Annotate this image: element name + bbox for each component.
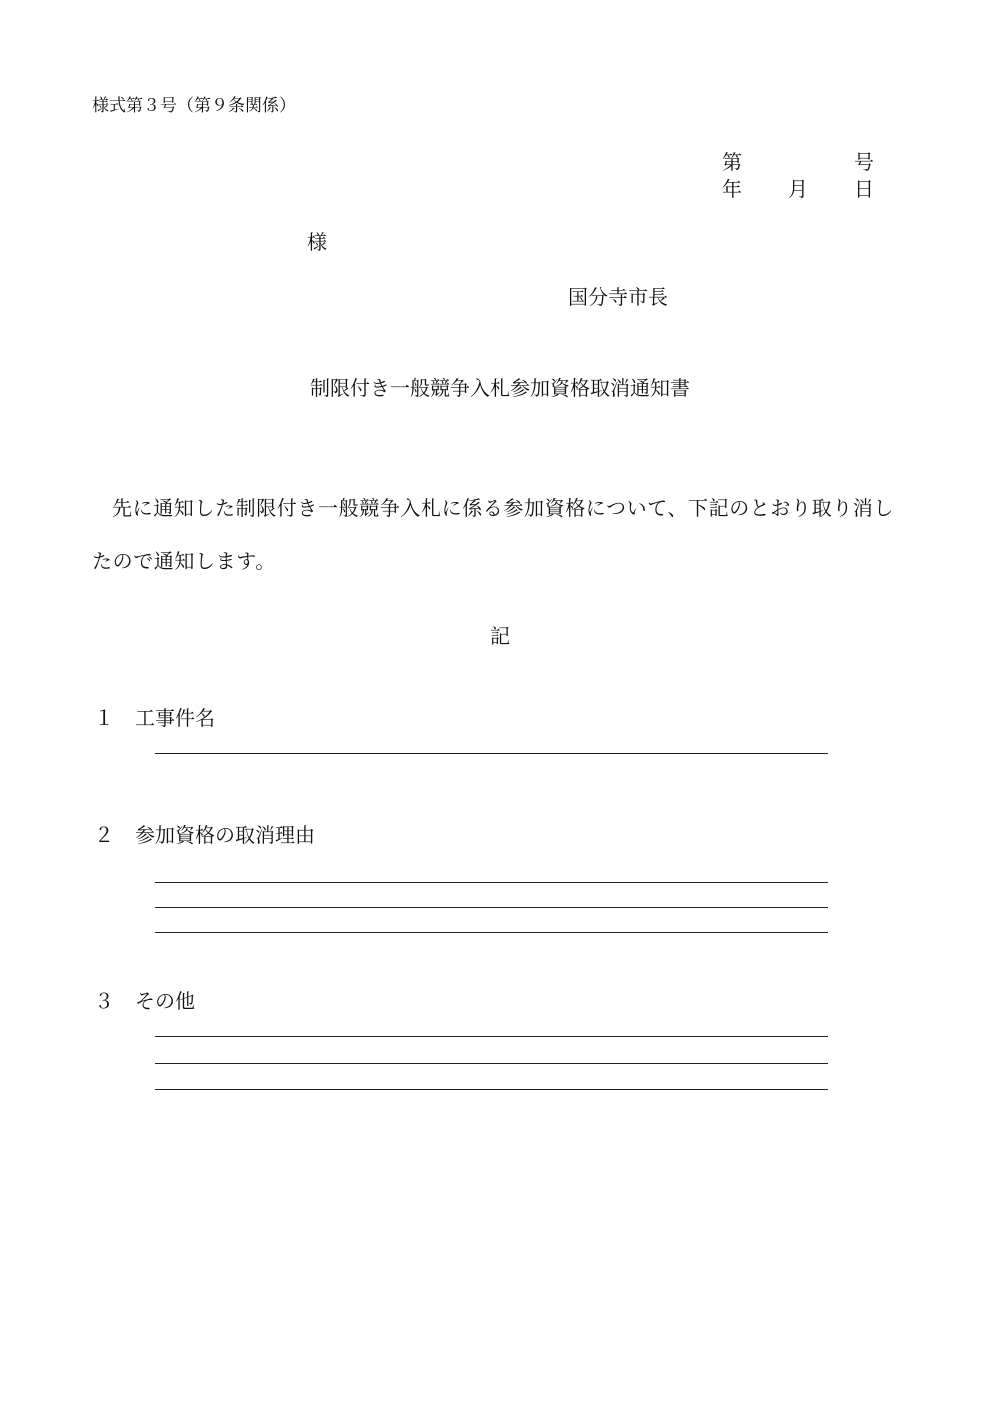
entry-line <box>155 753 828 754</box>
item-label: 参加資格の取消理由 <box>135 823 315 847</box>
ki-heading: 記 <box>490 624 510 648</box>
addressee-honorific: 様 <box>307 230 327 254</box>
entry-line <box>155 1036 828 1037</box>
document-title: 制限付き一般競争入札参加資格取消通知書 <box>310 376 690 400</box>
date-year: 年 <box>722 177 742 201</box>
item-number: １ <box>94 706 114 730</box>
date-day: 日 <box>854 177 874 201</box>
number-prefix: 第 <box>722 150 742 174</box>
entry-line <box>155 1089 828 1090</box>
entry-line <box>155 1063 828 1064</box>
entry-line <box>155 882 828 883</box>
item-number: ３ <box>94 989 114 1013</box>
number-suffix: 号 <box>854 150 874 174</box>
entry-line <box>155 907 828 908</box>
item-label: 工事件名 <box>135 706 215 730</box>
entry-line <box>155 932 828 933</box>
item-number: ２ <box>94 823 114 847</box>
date-month: 月 <box>788 177 808 201</box>
issuer-name: 国分寺市長 <box>568 285 668 309</box>
body-paragraph: 先に通知した制限付き一般競争入札に係る参加資格について、下記のとおり取り消したので通知します。 <box>92 496 894 573</box>
item-label: その他 <box>135 989 195 1013</box>
form-number-label: 様式第３号（第９条関係） <box>92 96 296 116</box>
